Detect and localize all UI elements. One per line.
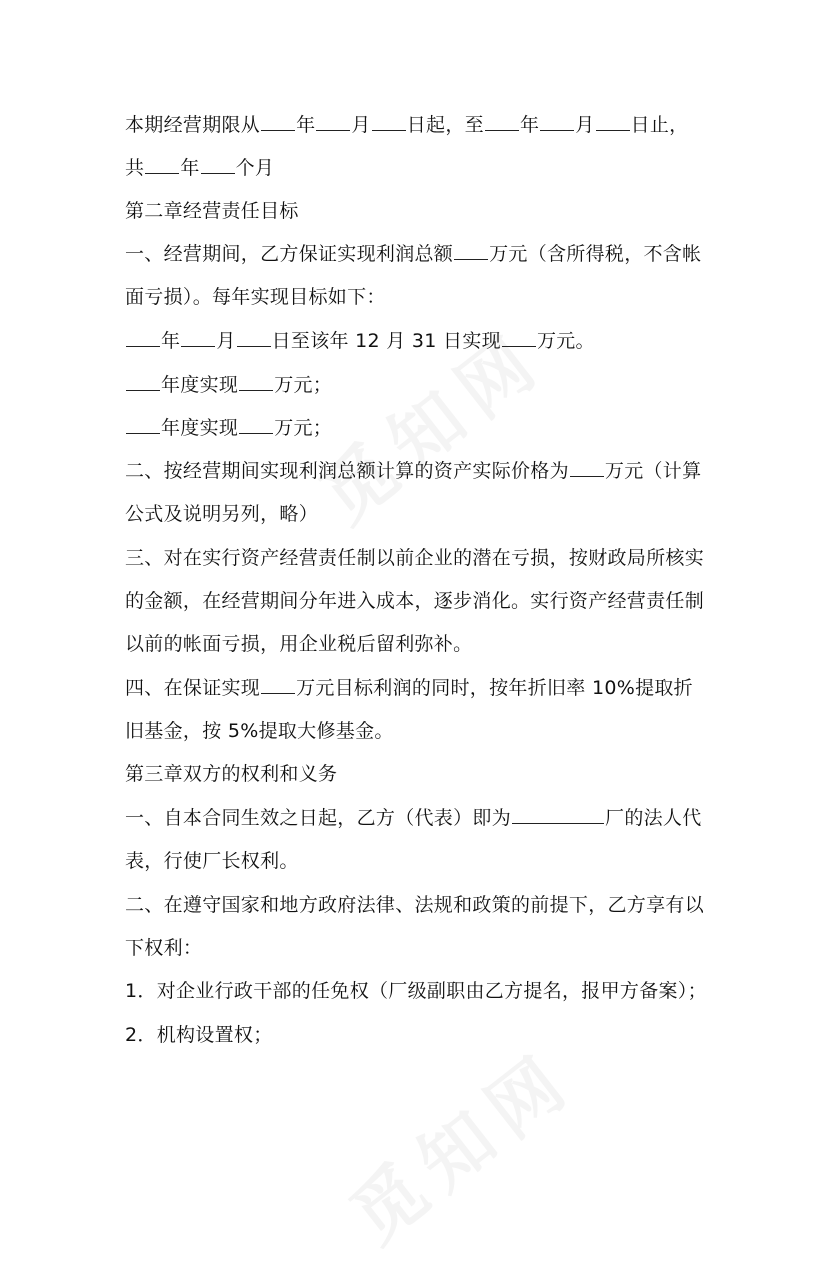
blank-field (316, 112, 350, 131)
blank-field (261, 675, 295, 694)
blank-field (454, 241, 488, 260)
paragraph-line: 下权利： (125, 937, 203, 959)
paragraph-line: 以前的帐面亏损，用企业税后留利弥补。 (125, 633, 473, 655)
chapter-heading: 第三章双方的权利和义务 (125, 763, 338, 785)
list-item: 1．对企业行政干部的任免权（厂级副职由乙方提名，报甲方备案）； (125, 980, 707, 1002)
chapter-heading: 第二章经营责任目标 (125, 200, 299, 222)
paragraph-line: 旧基金，按 5%提取大修基金。 (125, 720, 394, 742)
term-total-line: 共 年 个月 (125, 157, 275, 179)
watermark (325, 1022, 592, 1262)
paragraph-line: 表，行使厂长权利。 (125, 850, 299, 872)
blank-field (485, 112, 519, 131)
paragraph-line: 的金额，在经营期间分年进入成本，逐步消化。实行资产经营责任制 (125, 590, 705, 612)
blank-field (237, 328, 271, 347)
blank-field (570, 458, 604, 477)
blank-field (596, 112, 630, 131)
paragraph-line: 公式及说明另列，略） (125, 503, 319, 525)
blank-field (261, 112, 295, 131)
blank-field (126, 328, 160, 347)
paragraph-line: 四、在保证实现 万元目标利润的同时，按年折旧率 10%提取折 (125, 677, 693, 699)
blank-field (239, 372, 273, 391)
blank-field (181, 328, 215, 347)
blank-field (126, 415, 160, 434)
paragraph-line: 面亏损）。每年实现目标如下： (125, 286, 386, 308)
blank-field (145, 155, 179, 174)
target-line: 年度实现 万元； (125, 372, 715, 398)
blank-field (201, 155, 235, 174)
blank-field (372, 112, 406, 131)
paragraph-line: 二、在遵守国家和地方政府法律、法规和政策的前提下，乙方享有以 (125, 894, 705, 916)
target-line: 年 月 日至该年 12 月 31 日实现 万元。 (125, 328, 715, 354)
paragraph-line: 一、经营期间，乙方保证实现利润总额 万元（含所得税，不含帐 (125, 243, 702, 265)
list-item: 2．机构设置权； (125, 1024, 273, 1046)
blank-field (540, 112, 574, 131)
blank-field (239, 415, 273, 434)
target-line: 年度实现 万元； (125, 415, 715, 441)
term-line: 本期经营期限从 年 月 日起，至 年 月 日止， (125, 114, 689, 136)
blank-field (512, 805, 604, 824)
blank-field (126, 372, 160, 391)
paragraph-line: 二、按经营期间实现利润总额计算的资产实际价格为 万元（计算 (125, 460, 702, 482)
paragraph-line: 三、对在实行资产经营责任制以前企业的潜在亏损，按财政局所核实 (125, 547, 705, 569)
blank-field (502, 328, 536, 347)
paragraph-line: 一、自本合同生效之日起，乙方（代表）即为 厂的法人代 (125, 807, 702, 829)
